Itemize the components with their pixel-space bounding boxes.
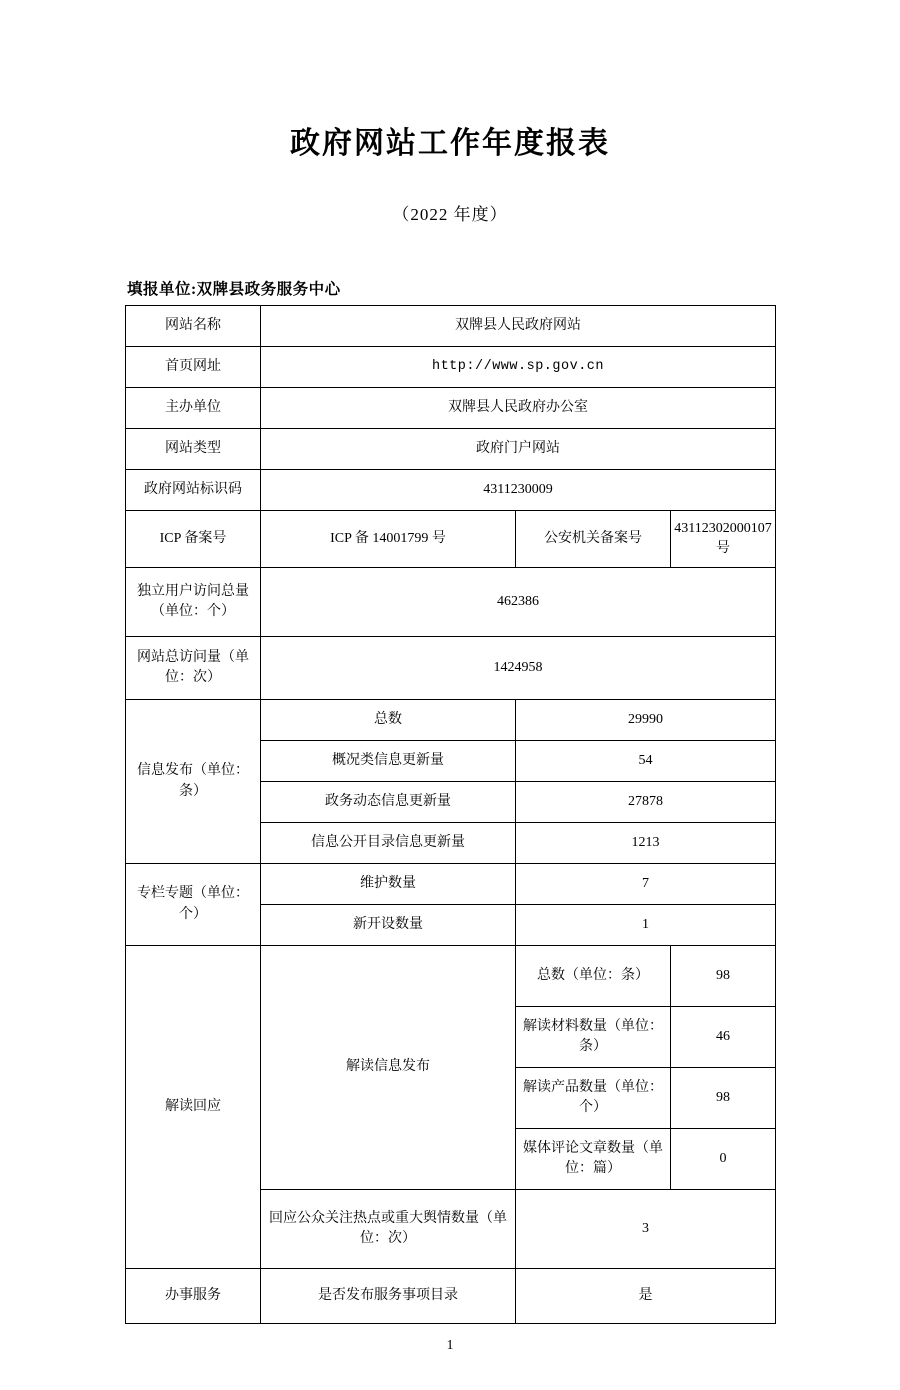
host-unit-label: 主办单位 [126, 388, 261, 429]
info-publish-item-value: 1213 [516, 823, 776, 864]
table-row [126, 700, 776, 741]
table-row [126, 306, 776, 347]
site-code-value: 4311230009 [261, 470, 776, 511]
interpretation-item-name: 解读材料数量（单位：条） [516, 1007, 671, 1068]
site-name-label: 网站名称 [126, 306, 261, 347]
info-publish-label: 信息发布（单位：条） [126, 700, 261, 864]
info-publish-item-value: 29990 [516, 700, 776, 741]
site-type-value: 政府门户网站 [261, 429, 776, 470]
table-row [126, 1269, 776, 1324]
column-topic-label: 专栏专题（单位：个） [126, 864, 261, 946]
column-topic-item-name: 新开设数量 [261, 905, 516, 946]
service-catalog-label: 是否发布服务事项目录 [261, 1269, 516, 1324]
annual-report-table [125, 305, 776, 1324]
table-row [126, 568, 776, 637]
interpretation-label: 解读回应 [126, 946, 261, 1269]
police-record-label: 公安机关备案号 [516, 511, 671, 568]
report-unit-label: 填报单位:双牌县政务服务中心 [127, 281, 341, 298]
police-record-value: 43112302000107 号 [671, 511, 776, 568]
column-topic-item-value: 1 [516, 905, 776, 946]
total-visits-value: 1424958 [261, 637, 776, 700]
hotspot-response-value: 3 [516, 1190, 776, 1269]
host-unit-value: 双牌县人民政府办公室 [261, 388, 776, 429]
page-number: 1 [446, 1338, 454, 1353]
interpretation-item-value: 98 [671, 1068, 776, 1129]
hotspot-response-label: 回应公众关注热点或重大舆情数量（单位：次） [261, 1190, 516, 1269]
homepage-label: 首页网址 [126, 347, 261, 388]
service-label: 办事服务 [126, 1269, 261, 1324]
info-publish-item-name: 总数 [261, 700, 516, 741]
interpretation-item-value: 46 [671, 1007, 776, 1068]
interpretation-item-name: 总数（单位：条） [516, 946, 671, 1007]
interpretation-publish-label: 解读信息发布 [261, 946, 516, 1190]
table-row [126, 429, 776, 470]
site-type-label: 网站类型 [126, 429, 261, 470]
icp-value: ICP 备 14001799 号 [261, 511, 516, 568]
info-publish-item-value: 27878 [516, 782, 776, 823]
info-publish-item-name: 信息公开目录信息更新量 [261, 823, 516, 864]
interpretation-item-value: 0 [671, 1129, 776, 1190]
table-row [126, 388, 776, 429]
info-publish-item-name: 政务动态信息更新量 [261, 782, 516, 823]
info-publish-item-name: 概况类信息更新量 [261, 741, 516, 782]
table-row [126, 511, 776, 568]
site-name-value: 双牌县人民政府网站 [261, 306, 776, 347]
service-catalog-value: 是 [516, 1269, 776, 1324]
table-row [126, 637, 776, 700]
column-topic-item-name: 维护数量 [261, 864, 516, 905]
unique-visitors-label: 独立用户访问总量（单位：个） [126, 568, 261, 637]
site-code-label: 政府网站标识码 [126, 470, 261, 511]
table-row [126, 347, 776, 388]
table-row [126, 864, 776, 905]
interpretation-item-value: 98 [671, 946, 776, 1007]
page-subtitle: （2022 年度） [392, 205, 508, 224]
interpretation-item-name: 解读产品数量（单位：个） [516, 1068, 671, 1129]
document-page [0, 118, 900, 1390]
unique-visitors-value: 462386 [261, 568, 776, 637]
interpretation-item-name: 媒体评论文章数量（单位：篇） [516, 1129, 671, 1190]
homepage-value: http://www.sp.gov.cn [261, 347, 776, 388]
page-title: 政府网站工作年度报表 [290, 126, 610, 161]
info-publish-item-value: 54 [516, 741, 776, 782]
column-topic-item-value: 7 [516, 864, 776, 905]
total-visits-label: 网站总访问量（单位：次） [126, 637, 261, 700]
table-row [126, 946, 776, 1007]
icp-label: ICP 备案号 [126, 511, 261, 568]
table-row [126, 470, 776, 511]
